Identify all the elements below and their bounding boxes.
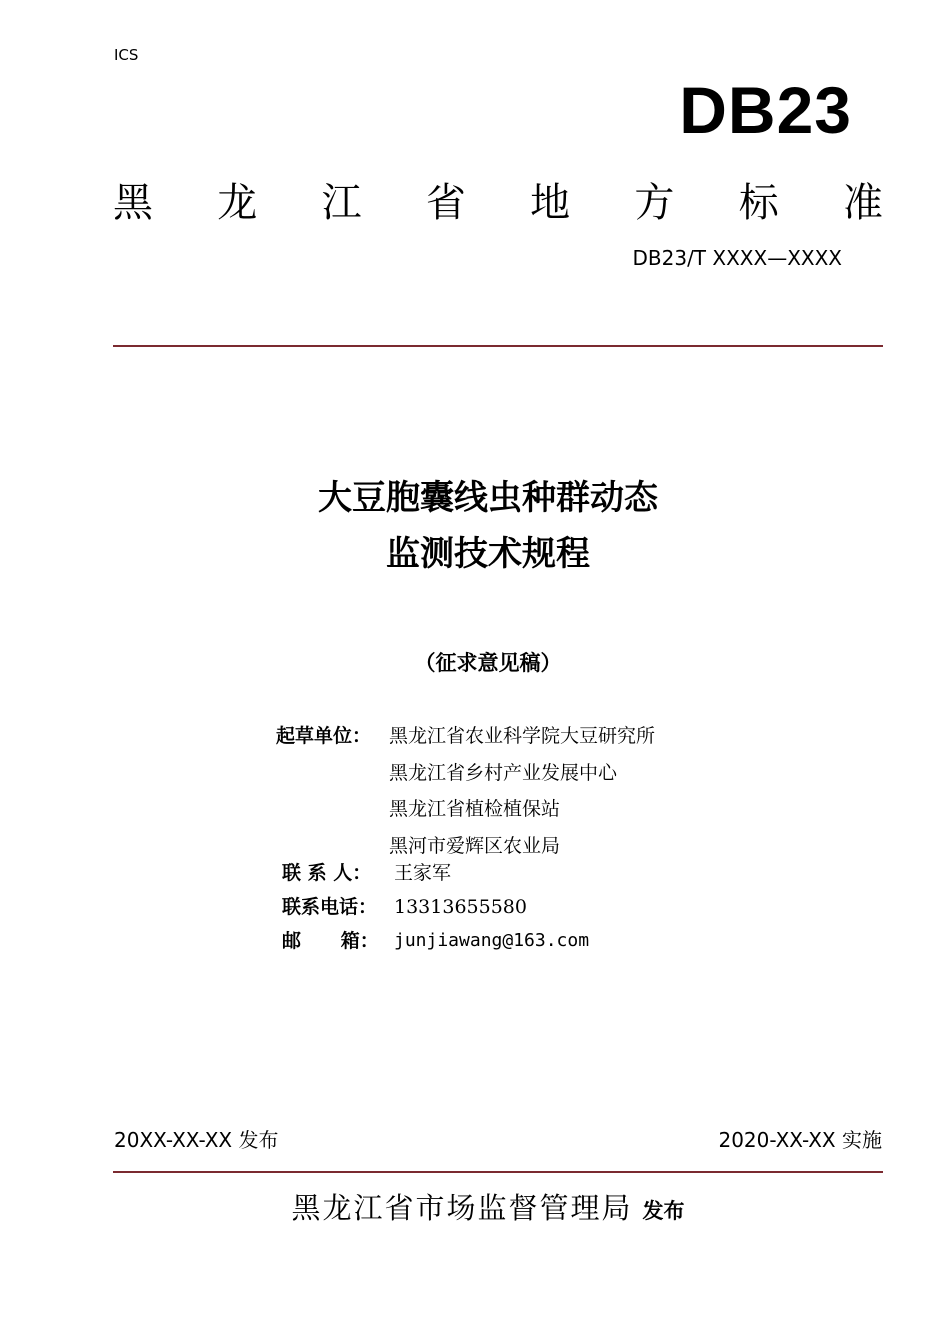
heading-char: 江 [321,180,362,226]
drafting-units-row [276,724,371,748]
phone-number: 13313655580 [394,896,527,918]
document-title [0,470,950,582]
email-row [282,929,379,953]
issuer-name: 黑龙江省市场监督管理局 [291,1191,633,1225]
db-code: DB23 [679,73,852,147]
drafting-unit: 黑龙江省乡村产业发展中心 [389,762,618,784]
drafting-unit: 黑龙江省植检植保站 [389,798,561,820]
issuer-suffix: 发布 [642,1199,685,1223]
standard-type-heading [113,176,883,230]
bottom-divider [113,1171,883,1173]
phone-row [282,895,377,919]
heading-char: 标 [738,180,779,226]
drafting-units-label: 起草单位： [276,725,372,747]
phone-label: 联系电话： [282,896,378,918]
heading-char: 准 [842,180,883,226]
contact-person-row [282,861,371,885]
email-address: junjiawang@163.com [394,930,590,951]
top-divider [113,345,883,347]
drafting-unit: 黑河市爱辉区农业局 [389,835,561,857]
heading-char: 地 [530,180,571,226]
implement-date: 2020-XX-XX 实施 [718,1128,882,1152]
publish-date: 20XX-XX-XX 发布 [114,1128,279,1152]
standard-number: DB23/T XXXX—XXXX [632,246,842,270]
ics-label: ICS [114,46,139,64]
contact-person: 王家军 [394,862,452,884]
draft-status: （征求意见稿） [414,651,562,675]
heading-char: 省 [425,180,466,226]
contact-person-label: 联 系 人： [282,862,372,884]
title-line-1: 大豆胞囊线虫种群动态 [318,478,658,518]
title-line-2: 监测技术规程 [386,534,590,574]
issuer-line [0,1186,950,1227]
heading-char: 方 [634,180,675,226]
heading-char: 龙 [217,180,258,226]
heading-char: 黑 [113,180,153,226]
drafting-unit: 黑龙江省农业科学院大豆研究所 [389,725,656,747]
email-label: 邮 箱： [282,930,379,952]
